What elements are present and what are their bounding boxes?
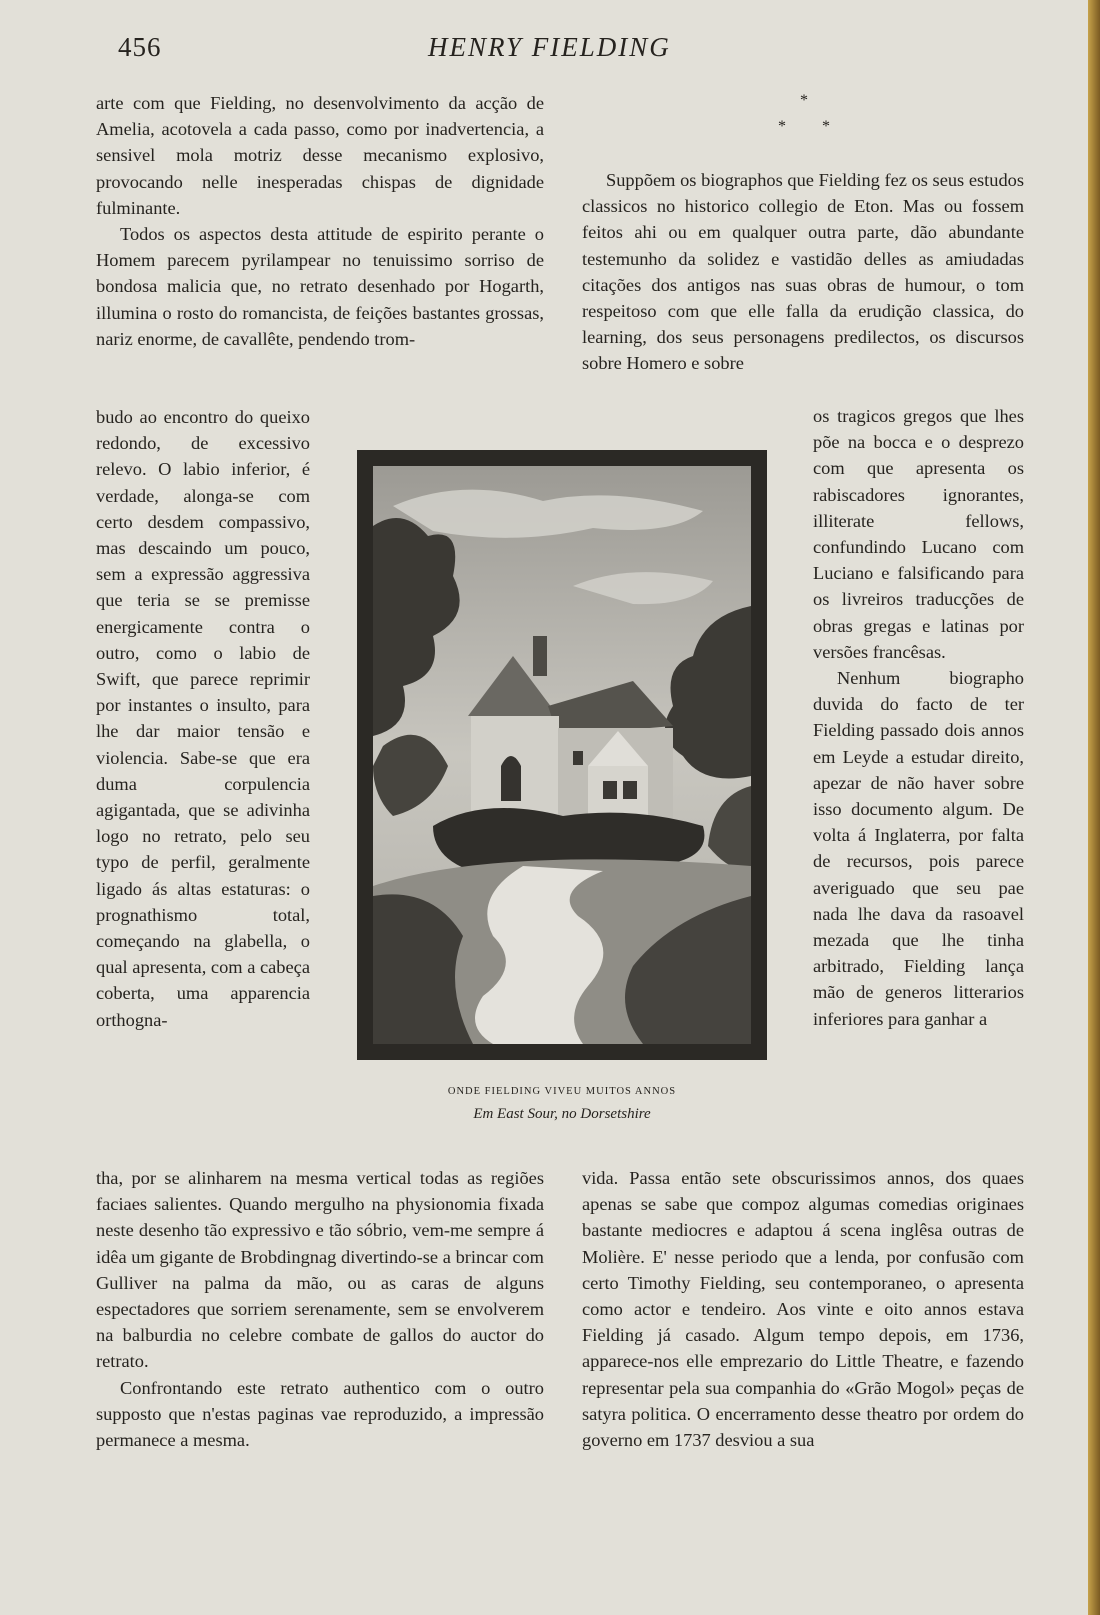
section-star: *	[778, 118, 786, 135]
right-paragraph-1-wrap: os tragicos gregos que lhes põe na bocca e o desprezo com que apresenta os rabiscadores ignorantes, illiterate fellows, confundindo Lucano com Luciano e falsificando para os livreiros traducções de obras gregas e latinas por versões francêsas.	[813, 406, 1024, 662]
section-break	[770, 92, 840, 142]
left-column-bottom	[96, 1165, 544, 1453]
left-paragraph-2-bottom: tha, por se alinharem na mesma vertical todas as regiões faciaes salientes. Quando mergulho na physionomia fixada neste desenho tão expressivo e tão sóbrio, vem-me sempre á idêa um gigante de Brobdingnag divertindo-se a brincar com Gulliver na palma da mão, ou as caras de alguns espectadores que sorriem serenamente, sem se envolverem na balburdia no celebre combate de gallos do auctor do retrato.	[96, 1168, 544, 1372]
house-engraving	[373, 466, 751, 1044]
left-paragraph-2-top: Todos os aspectos desta attitude de espirito perante o Homem parecem pyrilampear no tenuissimo sorriso de bondosa malicia que, no retrato desenhado por Hogarth, illumina o rosto do romancista, de feições bastantes grossas, nariz enorme, de cavallête, pendendo trom-	[96, 224, 544, 349]
house-illustration	[357, 450, 767, 1060]
right-paragraph-1-top: Suppõem os biographos que Fielding fez os seus estudos classicos no historico collegio de Eton. Mas ou fossem feitos ahi ou em qualquer outra parte, dão abundante testemunho da solidez e vastidão delles as amiudadas citações dos antigos nas suas obras de humour, o tom respeitoso com que elle falla da erudição classica, do learning, dos seus personagens predilectos, os discursos sobre Homero e sobre	[582, 170, 1024, 374]
figure-caption-subtitle: Em East Sour, no Dorsetshire	[473, 1106, 651, 1122]
section-star: *	[822, 118, 830, 135]
figure-caption-title: ONDE FIELDING VIVEU MUITOS ANNOS	[447, 1086, 677, 1097]
section-star: *	[800, 92, 808, 109]
left-paragraph-3: Confrontando este retrato authentico com o outro supposto que n'estas paginas vae reproduzido, a impressão permanece a mesma.	[96, 1377, 544, 1451]
right-column-wrap	[813, 403, 1024, 1032]
running-title: HENRY FIELDING	[428, 32, 671, 62]
page-header	[0, 28, 1088, 68]
right-paragraph-2-bottom: vida. Passa então sete obscurissimos annos, dos quaes apenas se sabe que compoz algumas comedias originaes bastante mediocres e adaptou á scena inglêsa outras de Molière. E' nesse periodo que a lenda, por confusão com certo Timothy Fielding, seu contemporaneo, o apresenta como actor e tendeiro. Aos vinte e oito annos estava Fielding já casado. Algum tempo depois, em 1736, apparece-nos elle emprezario do Little Theatre, e fazendo representar pela sua companhia do «Grão Mogol» peças de satyra politica. O encerramento desse theatro por ordem do governo em 1737 desviou a sua	[582, 1168, 1024, 1451]
left-column-top	[96, 90, 544, 352]
left-paragraph-2-wrap: budo ao encontro do queixo redondo, de excessivo relevo. O labio inferior, é verdade, alonga-se com certo desdem compassivo, mas descaindo um pouco, sem a expressão aggressiva que teria se se premisse energicamente contra o outro, como o labio de Swift, que parece reprimir por instantes o insulto, para lhe dar maior tensão e violencia. Sabe-se que era duma corpulencia agigantada, que se adivinha logo no retrato, pelo seu typo de perfil, geralmente ligado ás altas estaturas: o prognathismo total, começando na glabella, o qual apresenta, com a cabeça coberta, uma apparencia orthogna-	[96, 407, 310, 1030]
left-column-wrap	[96, 404, 310, 1033]
left-paragraph-1: arte com que Fielding, no desenvolvimento da acção de Amelia, acotovela a cada passo, como por inadvertencia, a sensivel mola motriz desse mecanismo explosivo, provocando nelle inesperadas chispas de dignidade fulminante.	[96, 93, 544, 218]
right-paragraph-2-wrap: Nenhum biographo duvida do facto de ter Fielding passado dois annos em Leyde a estudar direito, apezar de não haver sobre isso documento algum. De volta á Inglaterra, por falta de recursos, pois parece averiguado que seu pae nada lhe dava da rasoavel mezada que lhe tinha arbitrado, Fielding lança mão de generos litterarios inferiores para ganhar a	[813, 668, 1024, 1029]
right-column-bottom	[582, 1165, 1024, 1453]
page-number: 456	[118, 32, 162, 62]
page-edge	[1088, 0, 1100, 1615]
right-column-top	[582, 167, 1024, 377]
